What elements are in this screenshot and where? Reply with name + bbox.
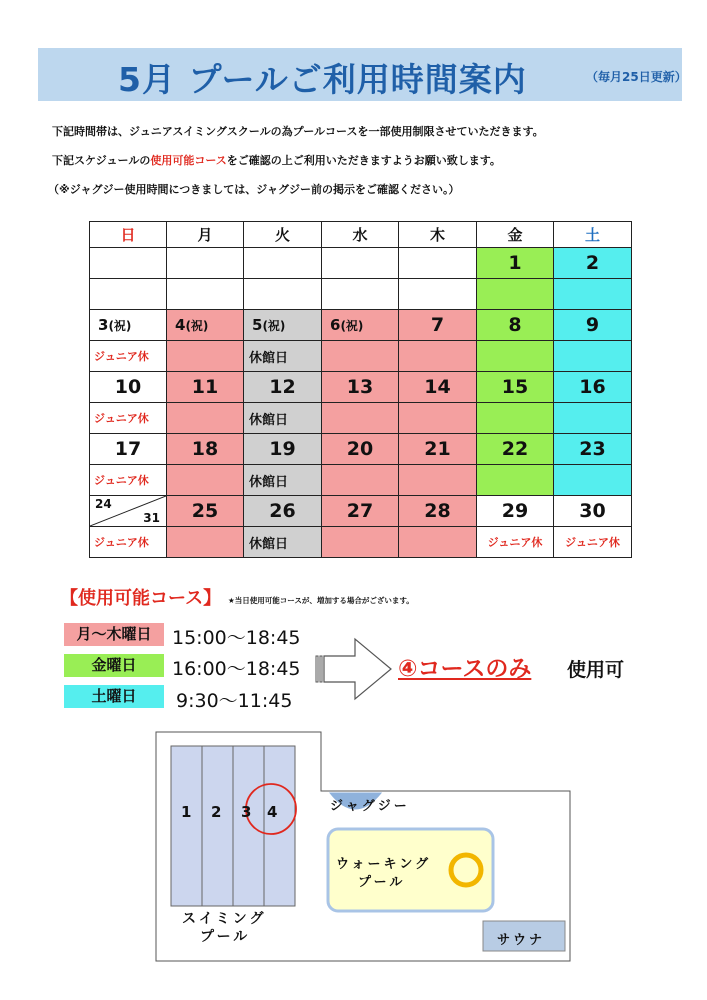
status-cell bbox=[167, 341, 244, 372]
status-cell bbox=[322, 279, 399, 310]
update-note: （毎月25日更新） bbox=[586, 70, 687, 84]
weekday-sat: 土 bbox=[554, 222, 632, 248]
usable-suffix: 使用可 bbox=[567, 659, 625, 681]
day-cell-5 bbox=[244, 310, 322, 341]
day-number: 4 bbox=[175, 316, 186, 334]
status-cell bbox=[554, 465, 632, 496]
day-cell-18: 18 bbox=[167, 434, 244, 465]
status-cell bbox=[244, 279, 322, 310]
day-cell-3 bbox=[90, 310, 167, 341]
status-cell bbox=[399, 279, 477, 310]
status-cell bbox=[477, 403, 554, 434]
title-banner bbox=[38, 48, 687, 101]
holiday-mark: (祝) bbox=[108, 319, 132, 333]
day-cell-12: 12 bbox=[244, 372, 322, 403]
lane-2: 2 bbox=[211, 803, 222, 821]
note-line-2-post: をご確認の上ご利用いただきますようお願い致します。 bbox=[226, 154, 501, 167]
friday-chip: 金曜日 bbox=[64, 654, 164, 677]
weekday-fri: 金 bbox=[477, 222, 554, 248]
status-cell bbox=[399, 527, 477, 558]
status-cell bbox=[167, 527, 244, 558]
status-cell bbox=[399, 465, 477, 496]
friday-time: 16:00～18:45 bbox=[172, 658, 301, 680]
day-cell-28: 28 bbox=[399, 496, 477, 527]
course-4-only: ④コースのみ bbox=[398, 656, 532, 682]
week-4-date-row bbox=[90, 434, 632, 465]
closed-day-label: 休館日 bbox=[244, 465, 322, 496]
day-cell-empty bbox=[167, 248, 244, 279]
status-cell bbox=[477, 279, 554, 310]
junior-closed-label: ジュニア休 bbox=[554, 527, 632, 558]
status-cell bbox=[477, 341, 554, 372]
day-cell-29: 29 bbox=[477, 496, 554, 527]
saturday-chip: 土曜日 bbox=[64, 685, 164, 708]
day-cell-empty bbox=[90, 248, 167, 279]
day-number-31: 31 bbox=[143, 511, 160, 525]
walking-pool-label-2: プール bbox=[358, 875, 406, 890]
status-cell bbox=[167, 465, 244, 496]
jacuzzi-label: ジャグジー bbox=[330, 799, 410, 814]
closed-day-label: 休館日 bbox=[244, 403, 322, 434]
status-cell bbox=[167, 403, 244, 434]
holiday-mark: (祝) bbox=[340, 319, 364, 333]
day-number: 5 bbox=[252, 316, 263, 334]
right-arrow-icon bbox=[315, 636, 395, 702]
page-title: 5月 プールご利用時間案内 bbox=[118, 60, 527, 99]
day-cell-22: 22 bbox=[477, 434, 554, 465]
day-cell-16: 16 bbox=[554, 372, 632, 403]
week-1-date-row bbox=[90, 248, 632, 279]
note-line-1: 下記時間帯は、ジュニアスイミングスクールの為プールコースを一部使用制限させていただきます。 bbox=[52, 125, 544, 138]
junior-closed-label: ジュニア休 bbox=[90, 527, 167, 558]
status-cell bbox=[554, 341, 632, 372]
note-line-3: （※ジャグジー使用時間につきましては、ジャグジー前の掲示をご確認ください。） bbox=[48, 183, 460, 196]
weekday-time: 15:00～18:45 bbox=[172, 627, 301, 649]
status-cell bbox=[399, 403, 477, 434]
week-3-status-row bbox=[90, 403, 632, 434]
day-cell-30: 30 bbox=[554, 496, 632, 527]
junior-closed-label: ジュニア休 bbox=[90, 465, 167, 496]
swim-pool-label-1: スイミング bbox=[182, 911, 267, 927]
course-heading: 【使用可能コース】 bbox=[60, 588, 222, 609]
status-cell bbox=[90, 279, 167, 310]
day-cell-25: 25 bbox=[167, 496, 244, 527]
week-5-status-row bbox=[90, 527, 632, 558]
holiday-mark: (祝) bbox=[262, 319, 286, 333]
day-cell-23: 23 bbox=[554, 434, 632, 465]
day-number: 6 bbox=[330, 316, 341, 334]
status-cell bbox=[322, 527, 399, 558]
status-cell bbox=[477, 465, 554, 496]
day-cell-24-31 bbox=[90, 496, 167, 527]
junior-closed-label: ジュニア休 bbox=[90, 403, 167, 434]
week-5-date-row bbox=[90, 496, 632, 527]
junior-closed-label: ジュニア休 bbox=[477, 527, 554, 558]
day-cell-7: 7 bbox=[399, 310, 477, 341]
week-2-date-row bbox=[90, 310, 632, 341]
sauna-label: サウナ bbox=[497, 933, 546, 948]
day-cell-27: 27 bbox=[322, 496, 399, 527]
day-number: 3 bbox=[98, 316, 109, 334]
day-cell-6 bbox=[322, 310, 399, 341]
week-1-status-row bbox=[90, 279, 632, 310]
note-line-2-highlight: 使用可能コース bbox=[150, 154, 227, 167]
walking-pool-label-1: ウォーキング bbox=[336, 857, 432, 872]
weekday-thu: 木 bbox=[399, 222, 477, 248]
day-cell-empty bbox=[399, 248, 477, 279]
day-cell-empty bbox=[322, 248, 399, 279]
day-cell-20: 20 bbox=[322, 434, 399, 465]
weekday-header-row bbox=[90, 222, 632, 248]
week-2-status-row bbox=[90, 341, 632, 372]
status-cell bbox=[554, 279, 632, 310]
schedule-calendar bbox=[89, 221, 632, 558]
day-cell-1: 1 bbox=[477, 248, 554, 279]
weekday-chip: 月～木曜日 bbox=[64, 623, 164, 646]
day-cell-21: 21 bbox=[399, 434, 477, 465]
holiday-mark: (祝) bbox=[185, 319, 209, 333]
course-note: ★当日使用可能コースが、増加する場合がございます。 bbox=[228, 596, 414, 605]
note-line-2-pre: 下記スケジュールの bbox=[52, 154, 151, 167]
status-cell bbox=[399, 341, 477, 372]
day-cell-15: 15 bbox=[477, 372, 554, 403]
status-cell bbox=[322, 341, 399, 372]
status-cell bbox=[322, 465, 399, 496]
lane-4: 4 bbox=[267, 803, 278, 821]
day-cell-8: 8 bbox=[477, 310, 554, 341]
week-3-date-row bbox=[90, 372, 632, 403]
closed-day-label: 休館日 bbox=[244, 527, 322, 558]
status-cell bbox=[322, 403, 399, 434]
closed-day-label: 休館日 bbox=[244, 341, 322, 372]
status-cell bbox=[167, 279, 244, 310]
day-cell-11: 11 bbox=[167, 372, 244, 403]
week-4-status-row bbox=[90, 465, 632, 496]
day-cell-19: 19 bbox=[244, 434, 322, 465]
junior-closed-label: ジュニア休 bbox=[90, 341, 167, 372]
weekday-mon: 月 bbox=[167, 222, 244, 248]
day-cell-26: 26 bbox=[244, 496, 322, 527]
day-number-24: 24 bbox=[95, 497, 112, 511]
day-cell-9: 9 bbox=[554, 310, 632, 341]
day-cell-13: 13 bbox=[322, 372, 399, 403]
day-cell-2: 2 bbox=[554, 248, 632, 279]
lane-1: 1 bbox=[181, 803, 192, 821]
weekday-sun: 日 bbox=[90, 222, 167, 248]
status-cell bbox=[554, 403, 632, 434]
swim-pool-label-2: プール bbox=[200, 929, 251, 945]
day-cell-empty bbox=[244, 248, 322, 279]
day-cell-17: 17 bbox=[90, 434, 167, 465]
note-line-2 bbox=[52, 152, 501, 168]
day-cell-14: 14 bbox=[399, 372, 477, 403]
day-cell-4 bbox=[167, 310, 244, 341]
saturday-time: 9:30～11:45 bbox=[176, 690, 293, 712]
day-cell-10: 10 bbox=[90, 372, 167, 403]
weekday-tue: 火 bbox=[244, 222, 322, 248]
lane-3: 3 bbox=[241, 803, 252, 821]
weekday-wed: 水 bbox=[322, 222, 399, 248]
